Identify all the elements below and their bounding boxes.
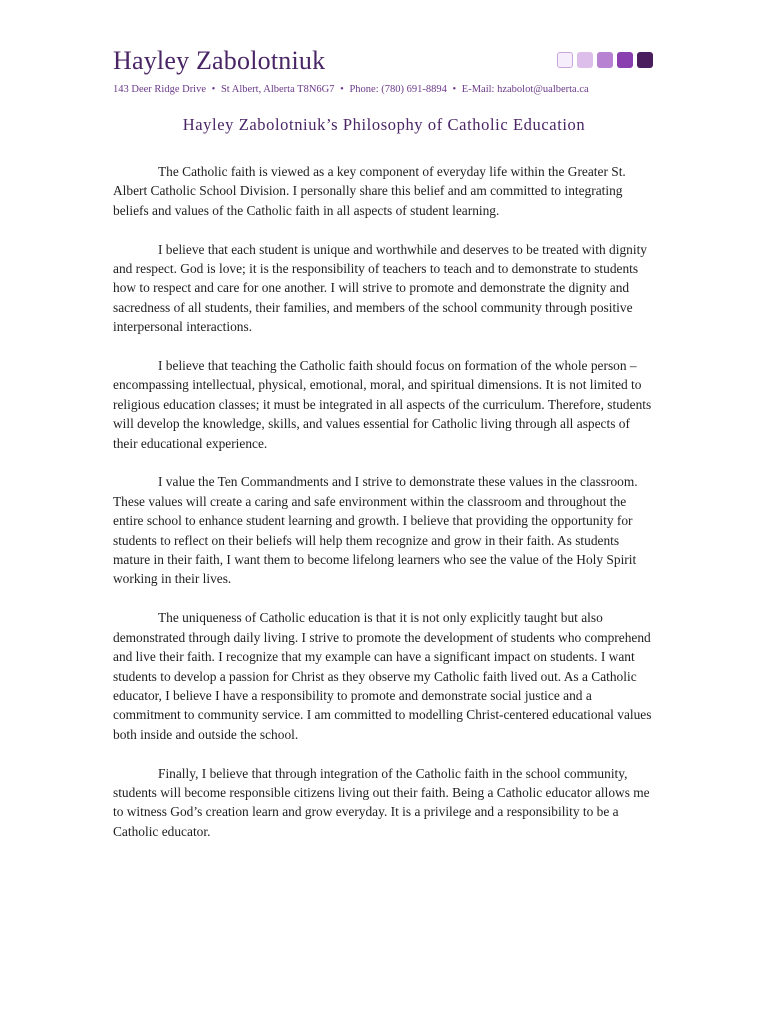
- swatch-square: [577, 52, 593, 68]
- body-paragraph: I value the Ten Commandments and I strive to demonstrate these values in the classroom. These values will create a caring and safe environment within the classroom and throughout the entire school to enhance student learning and growth. I believe that providing the opportunity for students to reflect on their beliefs will help them recognize and grow in their faith. As students mature in their faith, I want them to become lifelong learners who see the value of the Holy Spirit working in their lives.: [113, 474, 638, 587]
- swatch-square: [597, 52, 613, 68]
- body-paragraph: Finally, I believe that through integration of the Catholic faith in the school community, students will become responsible citizens living out their faith. Being a Catholic educator allows me to witness God’s creation learn and grow everyday. It is a privilege and a responsibility to be a Catholic educator.: [113, 765, 650, 839]
- body-paragraph: The uniqueness of Catholic education is that it is not only explicitly taught but also demonstrated through daily living. I strive to promote the development of students who comprehend and live their faith. I recognize that my example can have a significant impact on students. I want students to develop a passion for Christ as they observe my Catholic faith lived out. As a Catholic educator, I believe I have a responsibility to promote and demonstrate social justice and a commitment to community service. I am committed to modelling Christ-centered educational values both inside and outside the school.: [113, 610, 652, 742]
- swatch-square: [617, 52, 633, 68]
- swatch-square: [637, 52, 653, 68]
- contact-city: St Albert, Alberta T8N6G7: [220, 84, 335, 95]
- bullet-separator: •: [211, 84, 216, 95]
- contact-email: E-Mail: hzabolot@ualberta.ca: [461, 84, 589, 95]
- author-name: Hayley Zabolotniuk: [113, 46, 326, 75]
- body-paragraph: I believe that teaching the Catholic faith should focus on formation of the whole person – encompassing intellectual, physical, emotional, moral, and spiritual dimensions. It is not limited to religious education classes; it must be integrated in all aspects of the curriculum. Therefore, students will develop the knowledge, skills, and values essential for Catholic living through all aspects of their educational experience.: [113, 358, 652, 451]
- contact-phone: Phone: (780) 691-8894: [349, 84, 447, 95]
- document-title: Hayley Zabolotniuk’s Philosophy of Catholic Education: [182, 115, 586, 134]
- decorative-swatches: [557, 52, 653, 68]
- contact-line: [113, 84, 589, 95]
- bullet-separator: •: [452, 84, 457, 95]
- bullet-separator: •: [340, 84, 344, 95]
- swatch-square: [557, 52, 573, 68]
- contact-address: 143 Deer Ridge Drive: [113, 84, 207, 95]
- body-paragraph: The Catholic faith is viewed as a key component of everyday life within the Greater St. Albert Catholic School Division. I personally share this belief and am committed to integrating beliefs and values of the Catholic faith in all aspects of student learning.: [113, 164, 626, 218]
- document-body: [113, 162, 653, 861]
- body-paragraph: I believe that each student is unique and worthwhile and deserves to be treated with dignity and respect. God is love; it is the responsibility of teachers to teach and to demonstrate to students how to respect and care for one another. I will strive to promote and demonstrate the dignity and sacredness of all students, their families, and members of the school community through positive interpersonal interactions.: [113, 241, 647, 335]
